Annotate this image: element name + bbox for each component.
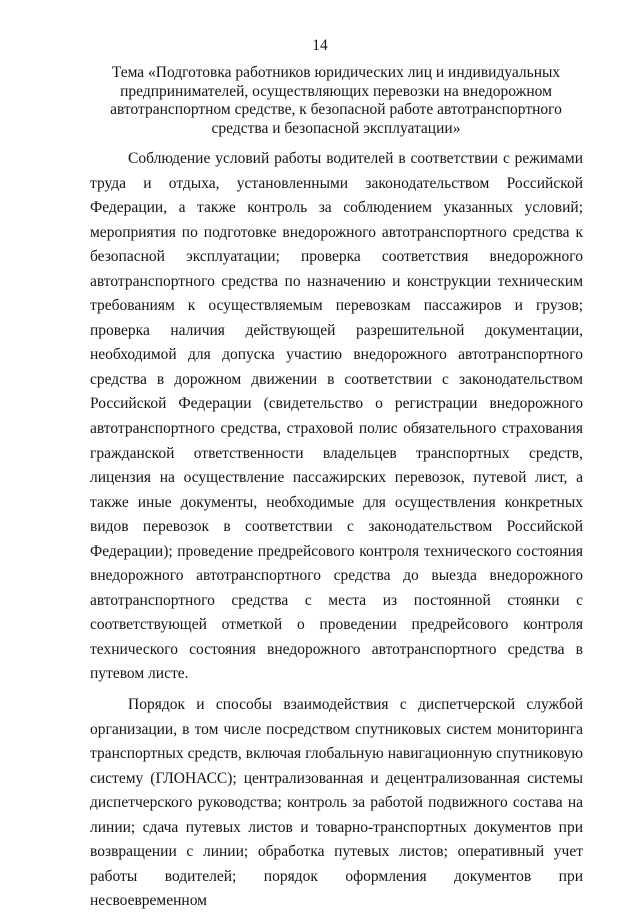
body-text bbox=[90, 147, 583, 914]
page-number: 14 bbox=[312, 37, 328, 54]
paragraph: Порядок и способы взаимодействия с диспетчерской службой организации, в том числе посредством спутниковых систем мониторинга транспортных средств, включая глобальную навигационную спутниковую систему (ГЛОНАСС); централизованная и децентрализованная системы диспетчерского руководства; контроль за работой подвижного состава на линии; сдача путевых листов и товарно-транспортных документов при возвращении с линии; обработка путевых листов; оперативный учет работы водителей; порядок оформления документов при несвоевременном bbox=[90, 696, 583, 910]
paragraph: Соблюдение условий работы водителей в соответствии с режимами труда и отдыха, установленными законодательством Российской Федерации, а также контроль за соблюдением указанных условий; мероприятия по подготовке внедорожного автотранспортного средства к безопасной эксплуатации; проверка соответствия внедорожного автотранспортного средства по назначению и конструкции техническим требованиям к осуществляемым перевозкам пассажиров и грузов; проверка наличия действующей разрешительной документации, необходимой для допуска участию внедорожного автотранспортного средства в дорожном движении в соответствии с законодательством Российской Федерации (свидетельство о регистрации внедорожного автотранспортного средства, страховой полис обязательного страхования гражданской ответственности владельцев транспортных средств, лицензия на осуществление пассажирских перевозок, путевой лист, а также иные документы, необходимые для осуществления конкретных видов перевозок в соответствии с законодательством Российской Федерации); проведение предрейсового контроля технического состояния внедорожного автотранспортного средства до выезда внедорожного автотранспортного средства с места из постоянной стоянки с соответствующей отметкой о проведении предрейсового контроля технического состояния внедорожного автотранспортного средства в путевом листе. bbox=[90, 150, 583, 683]
topic-heading: Тема «Подготовка работников юридических лиц и индивидуальных предпринимателей, осуществляющих перевозки на внедорожном автотранспортном средстве, к безопасной работе автотранспортного средства и безопасной эксплуатации» bbox=[110, 64, 562, 137]
